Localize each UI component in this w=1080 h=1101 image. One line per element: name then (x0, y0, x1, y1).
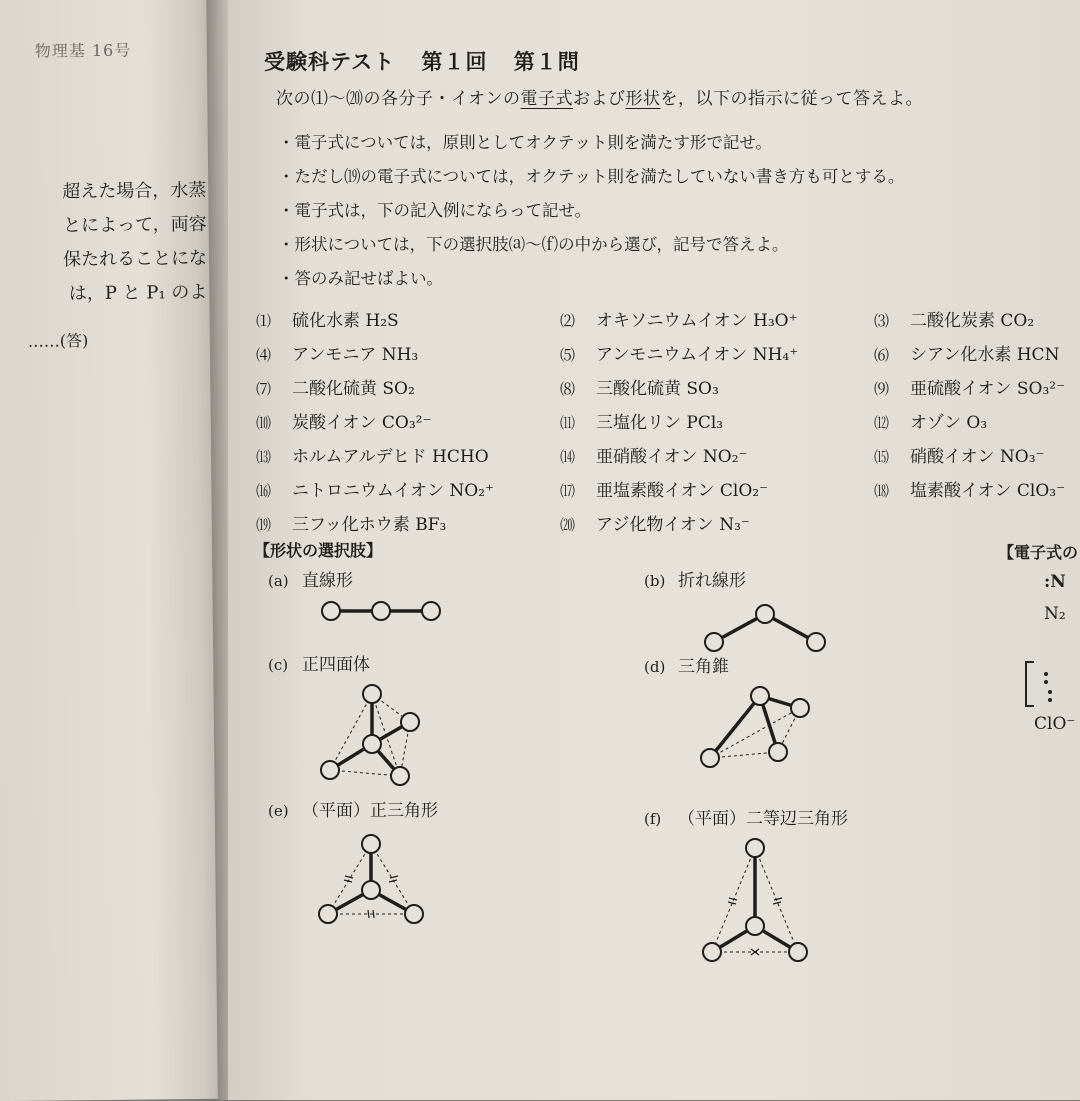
molecule-number: ⑹ (874, 346, 890, 364)
shape-code: (c) (268, 656, 289, 674)
molecule-name: 炭酸イオン (292, 413, 377, 433)
molecule-number: ⑸ (560, 346, 576, 364)
molecule-item (560, 340, 798, 365)
shape-options-heading: 【形状の選択肢】 (254, 541, 383, 560)
left-page-line: 保たれることにな (62, 247, 208, 271)
molecule-number: ⑶ (874, 312, 890, 330)
molecule-item (560, 476, 768, 501)
molecule-number: ⑴ (256, 312, 272, 330)
shape-code: (f) (644, 810, 662, 828)
molecule-formula: H₃O⁺ (753, 311, 798, 331)
molecule-item (560, 306, 798, 331)
molecule-item (874, 340, 1059, 365)
molecule-number: ⒄ (560, 482, 576, 500)
molecule-name: オキソニウムイオン (596, 311, 748, 331)
left-page-line: 超えた場合，水蒸 (62, 179, 207, 203)
right-page (228, 0, 1080, 1100)
intro-em-shape: 形状 (625, 89, 661, 109)
molecule-formula: PCl₃ (686, 413, 724, 433)
molecule-formula: HCHO (432, 447, 489, 467)
shape-name: 正四面体 (302, 655, 370, 675)
molecule-number: ⒂ (874, 448, 890, 466)
molecule-formula: CO₂ (1000, 311, 1035, 331)
molecule-formula: HCN (1016, 345, 1060, 365)
rule-item: ・ ただし⒆の電子式については，オクテット則を満たしていない書き方も可とする。 (278, 160, 904, 194)
shape-option-e (268, 796, 438, 821)
molecule-number: ⑿ (874, 414, 890, 432)
molecule-number: ⒃ (256, 482, 272, 500)
molecule-name: アンモニア (292, 345, 377, 365)
molecule-formula: NO₂⁻ (702, 447, 748, 467)
molecule-name: 三塩化リン (596, 413, 681, 433)
molecule-formula: NH₄⁺ (752, 345, 799, 365)
page-title (264, 46, 598, 76)
molecule-number: ⒀ (256, 448, 272, 466)
molecule-number: ⑺ (256, 380, 272, 398)
molecule-number: ⒅ (874, 482, 890, 500)
molecule-formula: CO₃²⁻ (381, 413, 432, 433)
pyramidal-shape-diagram (694, 680, 814, 770)
shape-code: (d) (644, 658, 666, 676)
molecule-name: アンモニウムイオン (596, 345, 748, 365)
shape-code: (b) (644, 572, 666, 590)
molecule-item (874, 408, 987, 433)
molecule-item (874, 306, 1034, 331)
rule-item: ・ 形状については，下の選択肢⒜〜⒡の中から選び，記号で答えよ。 (278, 228, 904, 262)
left-page-answer-mark: ……(答) (27, 331, 89, 351)
shape-name: （平面）二等辺三角形 (678, 809, 848, 829)
shape-option-f (644, 804, 848, 829)
molecule-item (874, 442, 1045, 467)
trigonal-planar-shape-diagram (316, 828, 426, 938)
molecule-formula: H₂S (365, 311, 399, 331)
molecule-formula: NH₃ (381, 345, 419, 365)
tetrahedral-shape-diagram (312, 680, 432, 790)
rule-item: ・ 答のみ記せばよい。 (278, 262, 904, 296)
molecule-item (256, 476, 494, 501)
molecule-formula: NO₃⁻ (999, 447, 1045, 467)
title-part-1: 受験科テスト (264, 49, 396, 74)
molecule-formula: ClO₂⁻ (719, 481, 769, 501)
rule-item: ・ 電子式は，下の記入例にならって記せ。 (278, 194, 904, 228)
title-part-3: 第１問 (513, 49, 580, 74)
molecule-name: ホルムアルデヒド (292, 447, 427, 467)
molecule-item (256, 306, 399, 331)
intro-prefix: 次の⑴〜⒇の各分子・イオンの (276, 89, 521, 109)
molecule-number: ⑵ (560, 312, 576, 330)
molecule-number: ⑾ (560, 414, 576, 432)
intro-em-electron: 電子式 (520, 89, 573, 109)
molecule-item (874, 374, 1065, 399)
molecule-formula: N₃⁻ (719, 515, 750, 535)
intro-suffix: を，以下の指示に従って答えよ。 (660, 89, 923, 109)
molecule-name: 硫化水素 (292, 311, 360, 331)
rule-item: ・ 電子式については，原則としてオクテット則を満たす形で記せ。 (278, 126, 904, 160)
bent-shape-diagram (700, 598, 830, 658)
shape-name: （平面）正三角形 (302, 801, 438, 821)
example-n2-label: N₂ (1044, 604, 1066, 624)
molecule-name: シアン化水素 (910, 345, 1012, 365)
molecule-item (256, 408, 431, 433)
shape-name: 折れ線形 (678, 571, 746, 591)
molecule-number: ⑷ (256, 346, 272, 364)
molecule-name: アジ化物イオン (596, 515, 714, 535)
left-page (0, 0, 224, 1101)
molecule-name: 亜硫酸イオン (910, 379, 1012, 399)
shape-name: 三角錐 (678, 657, 729, 677)
left-page-header: 物理基 16号 (34, 40, 132, 61)
example-bracket-icon (1020, 660, 1070, 710)
molecule-item (874, 476, 1065, 501)
molecule-name: 塩素酸イオン (910, 481, 1012, 501)
molecule-item (256, 340, 418, 365)
molecule-number: ⑼ (874, 380, 890, 398)
molecule-formula: O₃ (966, 413, 988, 433)
molecule-item (560, 374, 719, 399)
molecule-name: 二酸化硫黄 (292, 379, 377, 399)
left-page-text (6, 174, 207, 312)
molecule-item (560, 408, 723, 433)
shape-option-b (644, 566, 746, 591)
shape-option-a (268, 566, 353, 591)
molecule-name: 亜塩素酸イオン (596, 481, 715, 501)
shape-name: 直線形 (302, 571, 353, 591)
molecule-name: 亜硝酸イオン (596, 447, 698, 467)
intro-mid: および (573, 89, 626, 109)
molecule-formula: SO₃²⁻ (1016, 379, 1066, 399)
molecule-name: 二酸化炭素 (910, 311, 995, 331)
molecule-item (256, 442, 489, 467)
molecule-number: ⑻ (560, 380, 576, 398)
molecule-name: ニトロニウムイオン (292, 481, 444, 501)
shape-code: (e) (268, 802, 289, 820)
molecule-number: ⑽ (256, 414, 272, 432)
molecule-number: ⒁ (560, 448, 576, 466)
molecule-name: オゾン (910, 413, 961, 433)
molecule-name: 硝酸イオン (910, 447, 995, 467)
molecule-formula: BF₃ (415, 515, 447, 535)
molecule-name: 三酸化硫黄 (596, 379, 681, 399)
molecule-item (560, 442, 748, 467)
molecule-number: ⒇ (560, 516, 576, 534)
shape-code: (a) (268, 572, 289, 590)
molecule-formula: NO₂⁺ (449, 481, 494, 501)
molecule-number: ⒆ (256, 516, 272, 534)
molecule-item (256, 374, 415, 399)
electron-example-heading: 【電子式の (998, 543, 1079, 562)
title-part-2: 第１回 (421, 49, 488, 74)
linear-shape-diagram (316, 596, 446, 626)
shape-option-c (268, 650, 370, 675)
molecule-item (560, 510, 750, 535)
instructions-intro (276, 84, 923, 109)
molecule-formula: SO₂ (382, 379, 415, 399)
molecule-name: 三フッ化ホウ素 (292, 515, 410, 535)
isosceles-planar-shape-diagram (700, 836, 810, 966)
molecule-formula: SO₃ (686, 379, 719, 399)
example-n-dots: :N (1044, 572, 1066, 592)
example-clo-label: ClO⁻ (1034, 714, 1076, 734)
rules-list (278, 126, 904, 296)
molecule-item (256, 510, 446, 535)
molecule-formula: ClO₃⁻ (1016, 481, 1066, 501)
left-page-line: とによって，両容 (62, 213, 207, 237)
left-page-line: は，P と P₁ のよ (68, 281, 208, 305)
